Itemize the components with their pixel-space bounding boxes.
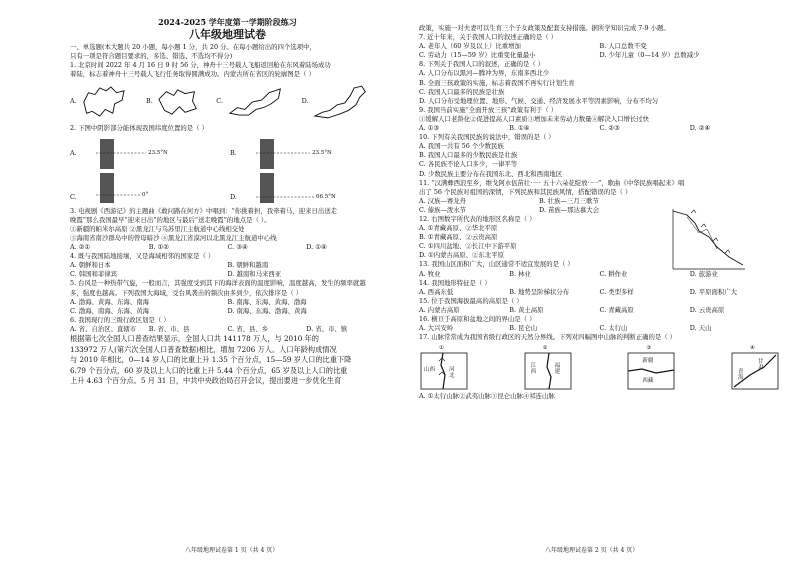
q2-label-b: B. [230, 148, 237, 157]
q1-option-d-label: D. [301, 97, 309, 106]
q4-option-c[interactable]: C. 韩国和菲律宾 [70, 270, 118, 279]
q6-stem: 6. 我国现行的三级行政区划是（ ） [70, 315, 170, 324]
q11-line-1: 11. “汉满彝西浪至乡，维戈阿水佤苗壮·－· 五十六朵花绽放·－·”，歌曲《中华民族唱起来》唱 [419, 178, 685, 187]
q16-option-d[interactable]: D. 天山 [689, 324, 712, 333]
q13-option-a[interactable]: A. 牧业 [419, 269, 441, 278]
q2-diagram-b [230, 139, 350, 172]
page-footer-right: 八年级地理试卷第 2 页（共 4 页） [545, 546, 639, 554]
q3-line-4: ③海南省南沙群岛中的曾母暗沙 ④黑龙江省漠河以北黑龙江主航道中心线 [70, 233, 277, 242]
q12-option-a[interactable]: A. ①青藏高原、②华北平原 [419, 224, 498, 233]
q6-option-d[interactable]: D. 省、市、镇 [306, 324, 348, 333]
q4-option-b[interactable]: B. 朝鲜和越南 [227, 261, 269, 270]
q5-option-c[interactable]: C. 渤海、南海、东海、黄海 [70, 306, 150, 315]
q2-lat-c: 0° [142, 191, 149, 198]
q10-option-c[interactable]: C. 各民族不论人口多少，一律平等 [419, 160, 518, 169]
q3-line-1: 3. 电视剧《西游记》的主题曲《敢问路在何方》中唱到：“你挑着担，我牵着马，迎来日出送走 [70, 206, 338, 215]
q17-diagram-2-left: 江西 [530, 363, 537, 376]
q5-options-row-1 [70, 298, 385, 307]
q5-option-d[interactable]: D. 南海、东海、渤海、黄海 [227, 306, 307, 315]
q16-option-c[interactable]: C. 太行山 [599, 324, 628, 333]
intro-continuation: 政策，实施一对夫妻可以生育三个子女政策及配套支持措施。据所学知识完成 7-9 小题。 [419, 24, 670, 32]
q9-options [419, 124, 780, 133]
q2-lat-b: 23.5°N [312, 149, 332, 156]
q3-line-3: ①新疆的帕米尔高原 ②黑龙江与乌苏里江主航道中心线相交处 [70, 224, 245, 233]
q6-option-c[interactable]: C. 省、县、乡 [227, 324, 269, 333]
q17-diagram-2-number: ② [542, 345, 548, 352]
q3-option-d[interactable]: D. ①④ [306, 243, 327, 252]
q8-option-a[interactable]: A. 人口分布以黑河—腾冲为界，东南多西北少 [419, 69, 550, 78]
q9-option-c[interactable]: C. ②③ [599, 124, 620, 133]
q4-option-a[interactable]: A. 朝鲜和日本 [70, 261, 111, 270]
q10-option-a[interactable]: A. 我国一共有 56 个少数民族 [419, 142, 504, 151]
q4-options-row-2 [70, 270, 385, 279]
q1-option-a-label: A. [70, 97, 77, 106]
q15-options [419, 306, 780, 315]
q1-line-2: 着陆，标志着神舟十三号载人飞行任务取得圆满成功。内蒙古所在省区的轮廓图是（ ） [70, 70, 315, 79]
q15-stem: 15. 位于我国海拔最高的高原是（ ） [419, 296, 523, 305]
q17-diagram-3-number: ③ [646, 345, 652, 352]
q1-line-1: 1. 北京时间 2022 年 4 月 16 日 9 时 56 分，神舟十三号载人飞船返回舱在东风着陆场成功 [70, 61, 331, 70]
q11-options-row-2 [419, 206, 659, 215]
province-outline-d [313, 83, 367, 121]
q14-options [419, 288, 780, 297]
q1-map-options [70, 82, 385, 122]
q17-diagram-4-bottom: 青海 [737, 369, 744, 382]
q4-options-row-1 [70, 261, 385, 270]
exam-header: 2024-2025 学年度第一学期阶段练习 [158, 17, 297, 27]
census-line-5: 上升 4.63 个百分点。5 月 31 日，中共中央政治局召开会议，提出要进一步优化生育 [70, 376, 342, 386]
q10-option-b[interactable]: B. 我国人口最多的少数民族是壮族 [419, 151, 518, 160]
q17-stem: 17. 山脉常常成为我国省级行政区的天然分界线。下列对四幅图中山脉的判断正确的是（ ） [419, 333, 677, 342]
q17-diagram-4-top: 甘肃 [757, 359, 764, 372]
q6-option-b[interactable]: B. 省、市、县 [148, 324, 190, 333]
q17-diagram-2 [523, 345, 573, 391]
q2-diagram-c [70, 173, 190, 206]
q17-diagram-3-bottom: 西藏 [642, 378, 654, 385]
q11-options-row-1 [419, 197, 659, 206]
q3-options [70, 243, 385, 252]
q12-option-c[interactable]: C. ①四川盆地、②长江中下游平原 [419, 242, 517, 251]
section-instructions-1: 一、单选题(本大题共 20 小题，每小题 1 分，共 20 分。在每小题给出的四个选项中， [70, 43, 316, 52]
q2-latitude-diagrams [70, 135, 385, 205]
q2-label-a: A. [70, 148, 77, 157]
q9-option-d[interactable]: D. ②④ [689, 124, 711, 133]
q7-option-b[interactable]: B. 人口总数不变 [599, 42, 647, 51]
q5-line-1: 5. 台风是一种热带气旋，一般而言，其强度受到其下的海洋表面的温度影响，温度越高，发生的频率就越 [70, 279, 366, 288]
q5-options-row-2 [70, 307, 385, 316]
census-line-3: 与 2010 年相比，0—14 岁人口的比重上升 1.35 个百分点，15—59 岁人口的比重下降 [70, 355, 352, 365]
q17-diagram-4-number: ④ [749, 345, 755, 352]
q9-option-b[interactable]: B. ①④ [509, 124, 530, 133]
q8-stem: 8. 下列关于我国人口的叙述，正确的是（ ） [419, 60, 545, 69]
q17-diagram-3-top: 新疆 [642, 358, 654, 365]
q17-option-a[interactable]: A. ①太行山脉②武夷山脉③昆仑山脉④祁连山脉 [419, 392, 555, 401]
q13-option-d[interactable]: D. 旅游业 [689, 269, 718, 278]
q7-option-d[interactable]: D. 少年儿童（0—14 岁）总数减少 [599, 51, 700, 60]
q5-line-2: 多，强度也越高。下列我国大海域，受台风袭击的频次由多到少，依次排序是（ ） [70, 288, 303, 297]
q2-label-d: D. [230, 192, 237, 201]
q14-option-c[interactable]: C. 类型多样 [599, 287, 634, 296]
q5-option-a[interactable]: A. 渤海、黄海、东海、南海 [70, 297, 149, 306]
latitude-diagram-b [230, 139, 350, 169]
q5-option-b[interactable]: B. 南海、东海、黄海、渤海 [227, 297, 307, 306]
q3-option-b[interactable]: B. ①② [148, 243, 169, 252]
q17-diagram-4 [730, 345, 780, 391]
census-line-4: 6.79 个百分点，60 岁及以上人口的比重上升 5.44 个百分点，65 岁及以上人口的比重 [70, 365, 348, 375]
q3-line-2: 晚霞”那么我国最早“迎来日出”的地区与最后“送走晚霞”的地点是（ ）。 [70, 215, 271, 224]
q17-boundary-diagrams [419, 345, 780, 391]
q8-option-d[interactable]: D. 人口分布受地理位置、地形、气候、交通、经济发展水平等因素影响，分布不均匀 [419, 96, 659, 105]
q16-option-b[interactable]: B. 昆仑山 [509, 324, 538, 333]
q2-lat-a: 23.5°N [148, 149, 168, 156]
q7-option-a[interactable]: A. 老年人（60 岁及以上）比重增加 [419, 42, 521, 51]
q14-option-d[interactable]: D. 平原面积广大 [689, 287, 738, 296]
q1-option-b-label: B. [145, 97, 153, 106]
q3-option-a[interactable]: A. ②① [70, 243, 91, 252]
census-paragraph [70, 334, 385, 387]
exam-title: 八年级地理试卷 [189, 28, 266, 42]
province-outline-c [228, 86, 284, 118]
q2-lat-d: 66.5°N [316, 193, 336, 200]
q17-diagram-1-right: 河北 [449, 367, 455, 380]
q16-options [419, 324, 780, 333]
section-instructions-2: 只有一项是符合题目要求的，多选、错选、不选均不得分) [70, 52, 233, 61]
latitude-diagram-c [70, 173, 190, 203]
q12-block [419, 215, 780, 260]
q7-stem: 7. 近十年来，关于我国人口的叙述正确的是（ ） [419, 33, 557, 42]
q7-options-row-2 [419, 51, 780, 60]
province-outline-b [157, 85, 198, 119]
q7-option-c[interactable]: C. 劳动力（15—59 岁）比重变化量最小 [419, 51, 536, 60]
q2-stem: 2. 下图中阴影部分能体现我国纬度位置的是（ ） [70, 123, 208, 132]
right-page [397, 0, 794, 561]
q6-options [70, 325, 385, 334]
q12-option-b[interactable]: B. ①青藏高原、②云贵高原 [419, 233, 498, 242]
q11-option-a[interactable]: A. 汉族—赛龙舟 [419, 196, 467, 205]
q2-label-c: C. [70, 192, 77, 201]
q8-option-c[interactable]: C. 我国人口最多的民族是壮族 [419, 87, 505, 96]
q12-option-d[interactable]: D. ①内蒙古高原、②东北平原 [419, 251, 504, 260]
page-footer-left: 八年级地理试卷第 1 页（共 4 页） [185, 546, 279, 554]
q13-stem: 13. 我国山区面积广大，山区通常不适宜发展的是（ ） [419, 260, 574, 269]
q14-option-b[interactable]: B. 地势呈阶梯状分布 [509, 287, 570, 296]
q4-option-d[interactable]: D. 越南和马来西亚 [227, 270, 282, 279]
q17-diagram-2-right: 福建 [554, 363, 561, 376]
census-line-1: 根据第七次全国人口普查结果显示，全国人口共 141178 万人，与 2010 年的 [70, 333, 319, 343]
q15-option-b[interactable]: B. 黄土高原 [509, 305, 544, 314]
q16-stem: 16. 横亘于高原和盆地之间的界山是（ ） [419, 315, 536, 323]
q7-options-row-1 [419, 42, 780, 51]
q9-line-1: 9. 我国当前实施“全面开放三孩”政策有利于（ ） [419, 105, 558, 114]
q17-diagram-1 [419, 345, 469, 391]
census-line-2: 133972 万人(第六次全国人口普查数据)相比，增加 7206 万人。人口年龄构成情况 [70, 344, 337, 354]
q15-option-c[interactable]: C. 青藏高原 [599, 305, 634, 314]
q11-option-c[interactable]: C. 傣族—泼水节 [419, 205, 467, 214]
q2-diagram-a [70, 139, 190, 172]
q8-option-b[interactable]: B. 全面三孩政策的实施，标志着我国不再实行计划生育 [419, 78, 575, 87]
q6-option-a[interactable]: A. 省、自治区、直辖市 [70, 324, 137, 333]
terrain-profile-diagram [669, 207, 749, 277]
q2-diagram-d [230, 173, 350, 206]
q9-line-2: ①缓解人口老龄化②促进提高人口素质③增加未来劳动力数量④解决人口增长过快 [419, 114, 650, 123]
q10-option-d[interactable]: D. 少数民族主要分布在我国东北、西北和西南地区 [419, 169, 563, 178]
q1-option-c-label: C. [216, 97, 223, 106]
q12-stem: 12. 右图数字所代表的地形区名称是（ ） [419, 214, 536, 223]
latitude-diagram-a [70, 139, 190, 169]
q17-diagram-1-left: 山西 [424, 367, 436, 374]
q10-stem: 10. 下列有关我国民族的说法中，错误的是（ ） [419, 133, 555, 142]
q4-stem: 4. 既与我国陆地接壤，又是海域相邻的国家是（ ） [70, 252, 215, 261]
q11-option-b[interactable]: B. 壮族—三月三歌节 [539, 196, 599, 205]
q14-option-a[interactable]: A. 西高东低 [419, 287, 454, 296]
q17-diagram-3 [626, 345, 676, 391]
province-outline-a [81, 84, 128, 120]
q13-option-c[interactable]: C. 耕作业 [599, 269, 628, 278]
q15-option-a[interactable]: A. 内蒙古高原 [419, 305, 460, 314]
q15-option-d[interactable]: D. 云贵高原 [689, 305, 725, 314]
q16-option-a[interactable]: A. 大兴安岭 [419, 324, 454, 333]
q11-line-2: 出了 56 个民族对祖国的深情，下列民族和其民族风情，搭配错误的是（ ） [419, 187, 632, 196]
q11-option-d[interactable]: D. 苗族—那达慕大会 [539, 205, 600, 214]
q17-diagram-1-number: ① [439, 345, 444, 352]
q9-option-a[interactable]: A. ①③ [419, 124, 440, 133]
q3-option-c[interactable]: C. ③④ [227, 243, 248, 252]
q13-option-b[interactable]: B. 林业 [509, 269, 531, 278]
q14-stem: 14. 我国地形特征是（ ） [419, 278, 491, 287]
